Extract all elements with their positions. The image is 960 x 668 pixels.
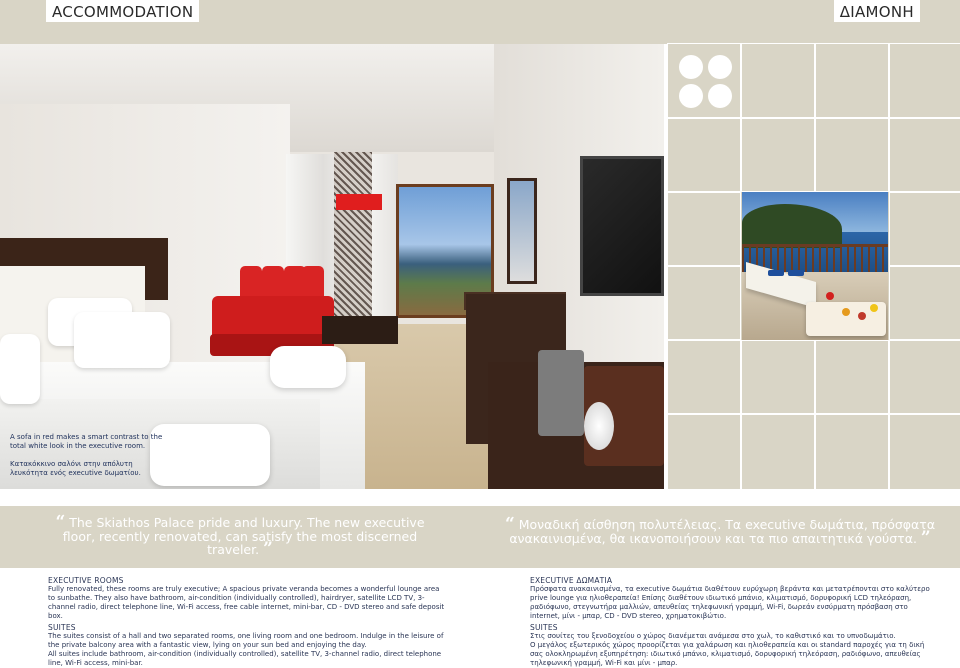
english-description [48, 576, 448, 668]
executive-rooms-heading: EXECUTIVE ROOMS [48, 576, 124, 585]
greek-description [530, 576, 930, 668]
suites-heading: SUITES [48, 623, 76, 632]
circle-icon [708, 84, 732, 108]
section-title-greek: ΔΙΑΜΟΝΗ [834, 0, 920, 22]
tv-icon [580, 156, 664, 296]
photo-caption-english: A sofa in red makes a smart contrast to the total white look in the executive room. [10, 433, 163, 450]
circle-icon [679, 55, 703, 79]
balcony-sea-view-photo [742, 192, 888, 340]
open-quote-icon: “ [504, 514, 515, 534]
executive-room-photo [0, 44, 664, 489]
suites-body: The suites consist of a hall and two separated rooms, one living room and one bedroom. Indulge in the leisure of the private balcony area with a fantastic view, lying on your sun bed and enjoying the day. [48, 632, 444, 649]
circle-icon [679, 84, 703, 108]
suites-body-amenities-greek: Ο μεγάλος εξωτερικός χώρος προορίζεται για χαλάρωση και ηλιοθεραπεία και οι standard παροχές για τη δική σας ολοκληρωμένη εξυπηρέτηση: ιδιωτικό μπάνιο, κλιματισμό, δορυφορική τηλεόραση, ραδιόφωνο, απευθείας τηλεφωνική γραμμή, Wi-Fi και μίνι - μπαρ. [530, 641, 925, 667]
circle-icon [708, 55, 732, 79]
open-quote-icon: “ [55, 512, 66, 532]
suites-heading-greek: SUITES [530, 623, 558, 632]
close-quote-icon: ” [263, 539, 273, 559]
close-quote-icon: ” [920, 527, 931, 548]
suites-body-amenities: All suites include bathroom, air-condition (individually controlled), satellite TV, 3-channel radio, direct telephone line, Wi-Fi access, mini-bar. [48, 650, 442, 667]
quote-english-text: The Skiathos Palace pride and luxury. The new executive floor, recently renovated, can satisfy the most discerned traveler. [62, 515, 425, 557]
quote-greek-text: Μοναδική αίσθηση πολυτέλειας. Τα executive δωμάτια, πρόσφατα ανακαινισμένα, θα ικανοποιήσουν και τα πιο απαιτητικά γούστα. [509, 517, 936, 546]
quote-english [40, 512, 440, 559]
executive-rooms-body: Fully renovated, these rooms are truly executive; A spacious private veranda becomes a wonderful lounge area to sunbathe. They also have bathroom, air-condition (individually controlled), hairdryer, satellite LCD TV, 3-channel radio, direct telephone line, Wi-Fi access, free cable internet, mini-bar, CD - DVD stereo and safe deposit box. [48, 585, 445, 620]
suites-body-greek: Στις σουίτες του ξενοδοχείου ο χώρος διανέμεται ανάμεσα στο χωλ, το καθιστικό και το υπνοδωμάτιο. [530, 632, 896, 640]
executive-rooms-body-greek: Πρόσφατα ανακαινισμένα, τα executive δωμάτια διαθέτουν ευρύχωρη βεράντα και μετατρέπονται στο καλύτερο prive lounge για ηλιοθεραπεία! Επίσης διαθέτουν ιδιωτικό μπάνιο, κλιματισμό, δορυφορική LCD τηλεόραση, ραδιόφωνο, στεγνωτήρα μαλλιών, απευθείας τηλεφωνική γραμμή, Wi-Fi, δωρεάν ενσύρματη πρόσβαση στο internet, μίνι - μπαρ, CD - DVD stereo, χρηματοκιβώτιο. [530, 585, 930, 620]
photo-caption-greek: Κατακόκκινο σαλόνι στην απόλυτη λευκότητα ενός executive δωματίου. [10, 460, 141, 477]
quote-greek [500, 514, 940, 548]
section-title-english: ACCOMMODATION [46, 0, 199, 22]
executive-rooms-heading-greek: EXECUTIVE ΔΩΜΑΤΙΑ [530, 576, 613, 585]
